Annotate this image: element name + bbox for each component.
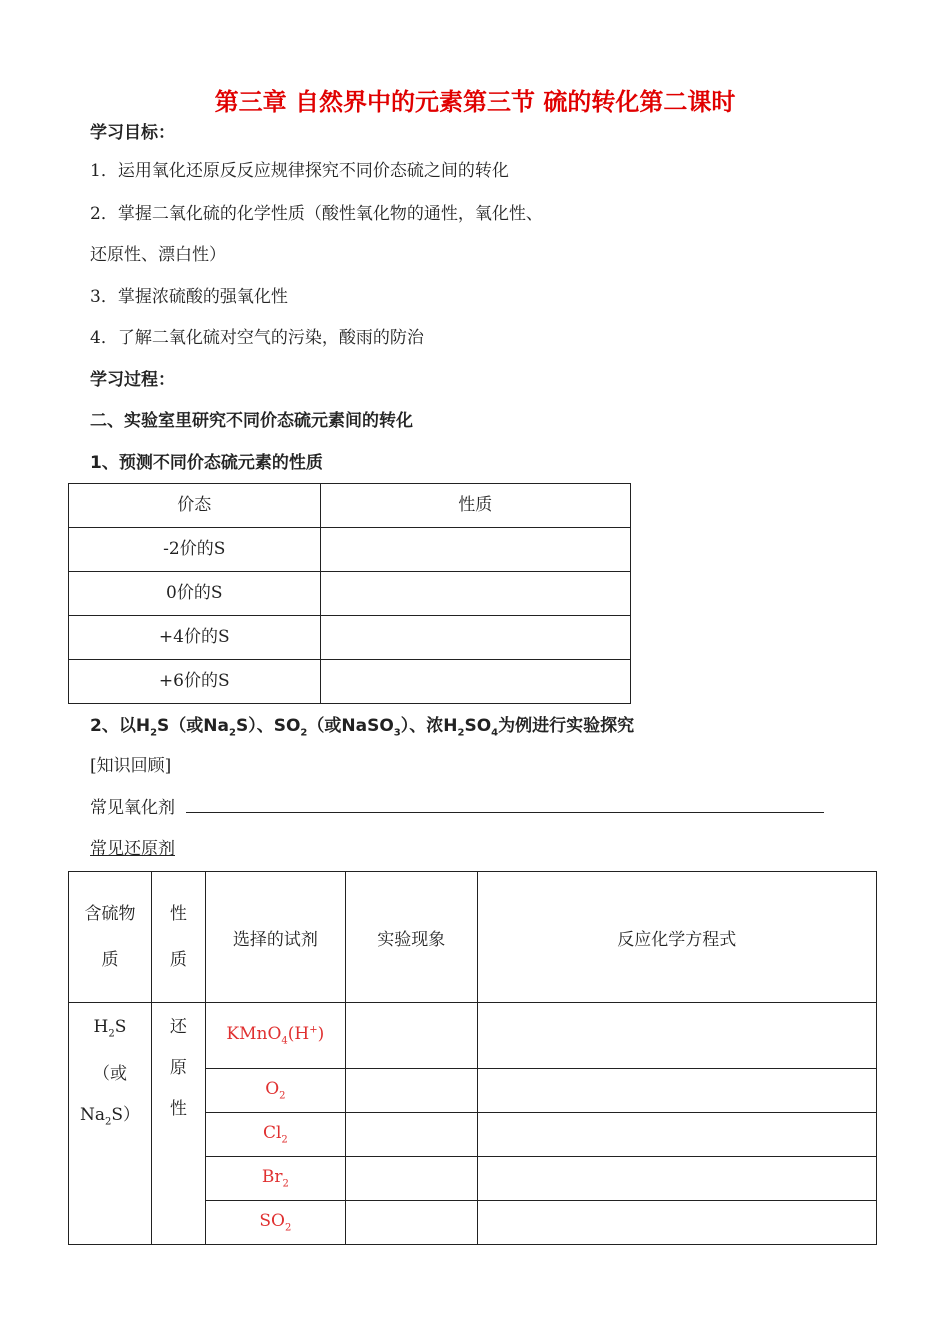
- phenomenon-header: 实验现象: [345, 872, 477, 1003]
- substance-header: 含硫物 质: [69, 872, 152, 1003]
- subsection-2-heading: 2、以$H_2S$（或$Na_2S$）、$SO_2$（或NaSO$_3$）、浓$H_2SO_4$为例进行实验探究: [90, 716, 635, 739]
- equation-cell[interactable]: [477, 1003, 876, 1069]
- property-cell: 还 原 性: [151, 1003, 205, 1245]
- valence-row: -2价的S: [69, 528, 321, 572]
- property-header: 性 质: [151, 872, 205, 1003]
- page-title: 第三章 自然界中的元素第三节 硫的转化第二课时: [214, 88, 736, 116]
- equation-header: 反应化学方程式: [477, 872, 876, 1003]
- substance-formula-alt: $Na_2S$）: [79, 1105, 140, 1128]
- substance-cell: [69, 1003, 152, 1245]
- oxidizers-blank-line[interactable]: [186, 812, 824, 813]
- equation-cell[interactable]: [477, 1201, 876, 1245]
- equation-cell[interactable]: [477, 1157, 876, 1201]
- valence-header: 价态: [69, 484, 321, 528]
- valence-row: +6价的S: [69, 660, 321, 704]
- property-header: 性质: [320, 484, 630, 528]
- substance-alt: （或: [92, 1064, 127, 1085]
- subsection-1-heading: 1、预测不同价态硫元素的性质: [90, 453, 323, 473]
- property-cell[interactable]: [320, 616, 630, 660]
- reagent-header: 选择的试剂: [205, 872, 345, 1003]
- objective-1: 1．运用氧化还原反反应规律探究不同价态硫之间的转化: [90, 161, 509, 181]
- reagent-o2: $O_2$: [205, 1069, 345, 1113]
- substance-formula: $H_2S$: [93, 1017, 127, 1040]
- knowledge-review-label: [知识回顾]: [90, 756, 172, 776]
- reducers-label: 常见还原剂: [90, 839, 175, 859]
- phenomenon-cell[interactable]: [345, 1113, 477, 1157]
- valence-table: [68, 483, 631, 704]
- objective-2: 2．掌握二氧化硫的化学性质（酸性氧化物的通性，氧化性、: [90, 204, 543, 224]
- property-cell[interactable]: [320, 528, 630, 572]
- valence-row: 0价的S: [69, 572, 321, 616]
- phenomenon-cell[interactable]: [345, 1201, 477, 1245]
- reagent-br2: $Br_2$: [205, 1157, 345, 1201]
- valence-row: +4价的S: [69, 616, 321, 660]
- reagent-so2: $SO_2$: [205, 1201, 345, 1245]
- property-cell[interactable]: [320, 572, 630, 616]
- phenomenon-cell[interactable]: [345, 1003, 477, 1069]
- equation-cell[interactable]: [477, 1069, 876, 1113]
- phenomenon-cell[interactable]: [345, 1069, 477, 1113]
- property-cell[interactable]: [320, 660, 630, 704]
- reagent-kmno4: KMnO$_4$(H+): [205, 1003, 345, 1069]
- section-2-heading: 二、实验室里研究不同价态硫元素间的转化: [90, 411, 413, 431]
- reagent-cl2: $Cl_2$: [205, 1113, 345, 1157]
- objective-3: 3．掌握浓硫酸的强氧化性: [90, 287, 288, 307]
- oxidizers-label: 常见氧化剂: [90, 798, 175, 818]
- objectives-heading: 学习目标：: [90, 123, 175, 143]
- phenomenon-cell[interactable]: [345, 1157, 477, 1201]
- objective-2-cont: 还原性、漂白性）: [90, 245, 226, 265]
- equation-cell[interactable]: [477, 1113, 876, 1157]
- objective-4: 4．了解二氧化硫对空气的污染，酸雨的防治: [90, 328, 424, 348]
- experiment-table: [68, 871, 877, 1245]
- process-heading: 学习过程：: [90, 370, 175, 390]
